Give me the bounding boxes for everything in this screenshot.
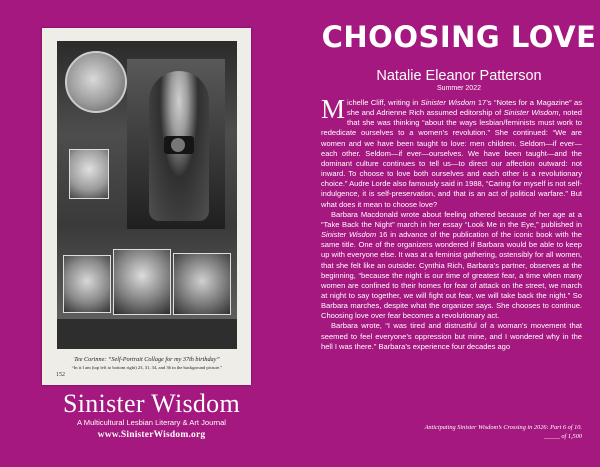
article-date: Summer 2022	[437, 85, 481, 92]
page-number: 152	[56, 372, 65, 378]
paragraph-3: Barbara wrote, “I was tired and distrustful of a woman’s movement that seemed to feel everyone’s oppression but mine, and I wondered why in the hell I was there.” Barbara’s experience four decades ago	[321, 321, 582, 351]
article-author: Natalie Eleanor Patterson	[376, 68, 542, 84]
self-portrait-collage-image	[57, 41, 237, 349]
paragraph-2	[321, 210, 582, 322]
oval-portrait-photo	[65, 51, 127, 113]
small-portrait-photo	[69, 149, 109, 199]
brand-tagline: A Multicultural Lesbian Literary & Art Journal	[77, 418, 226, 427]
p1-italic-2: Sinister Wisdom	[503, 108, 559, 118]
article-title: CHOOSING LOVE	[321, 20, 597, 54]
paragraph-1	[321, 98, 582, 210]
footer-series-note: Anticipating Sinister Wisdom’s Crossing in 2026: Part 6 of 10.	[424, 424, 582, 431]
p2-italic: Sinister Wisdom	[321, 230, 377, 240]
caption-line-1: Tee Corinne: “Self-Portrait Collage for my 37th birthday”	[74, 356, 220, 363]
camera-lens	[171, 138, 185, 152]
p1-text-c: , noted that she was thinking “about the ways lesbian/feminists must work to rededicate ourselves to a women’s revolution.” She continued: “We are women and we have been taught to love: men children. Seldom—if ever—each other. Seldom—if ever—ourselves. We have been taught—and the dominant culture continues to tell us—to direct our affection outward: not inward. To choose to love both ourselves and each other is a revolutionary choice.” Audre Lorde also famously said in 1988, “Caring for myself is not self-indulgence, it is self-preservation, and that is an act of political warfare.” But what does it mean to choose love?	[321, 108, 582, 209]
portrait-photo-1	[63, 255, 111, 313]
drop-cap: M	[321, 98, 346, 124]
p1-text-b: 17’s “Notes for a Magazine” as she and Adrienne Rich assumed editorship of	[347, 98, 582, 118]
page-footer	[360, 423, 582, 441]
masthead	[44, 391, 259, 440]
footer-edition-count: _____ of 1,500	[544, 433, 582, 440]
collage-floor	[57, 319, 237, 349]
photo-card	[42, 28, 251, 385]
photo-caption	[57, 356, 237, 370]
website-link[interactable]: www.SinisterWisdom.org	[97, 430, 206, 440]
article-body	[321, 98, 582, 420]
portrait-photo-2	[113, 249, 171, 315]
p1-italic-1: Sinister Wisdom	[420, 98, 476, 107]
caption-line-2: “In it I am (top left to bottom right) 23, 31, 34, and 36 in the background picture.”	[71, 365, 223, 370]
p2-text-b: 16 in advance of the publication of the iconic book with the same title. One of the organizers wondered if Barbara would be able to keep up with everyone else. It was at a feminist gathering, ostensibly for all women, that she felt like an outsider. Cynthia Rich, Barbara’s partner, observes at the beginning, “because the night is our time of greatest fear, a time when many women are confined to their homes for fear of attack on the street, we march at night to say together, we will fight out fear, we will take back the night.” So Barbara marches, despite what the organizer says. She chooses to continue. Choosing love over fear becomes a revolutionary act.	[321, 230, 582, 321]
p2-text-a: Barbara Macdonald wrote about feeling othered because of her age at a “Take Back the Night” march in her essay “Look Me in the Eye,” published in	[321, 209, 582, 229]
brand-logo: Sinister Wisdom	[62, 389, 241, 418]
p1-text-a: ichelle Cliff, writing in	[347, 98, 421, 107]
portrait-photo-3	[173, 253, 231, 315]
